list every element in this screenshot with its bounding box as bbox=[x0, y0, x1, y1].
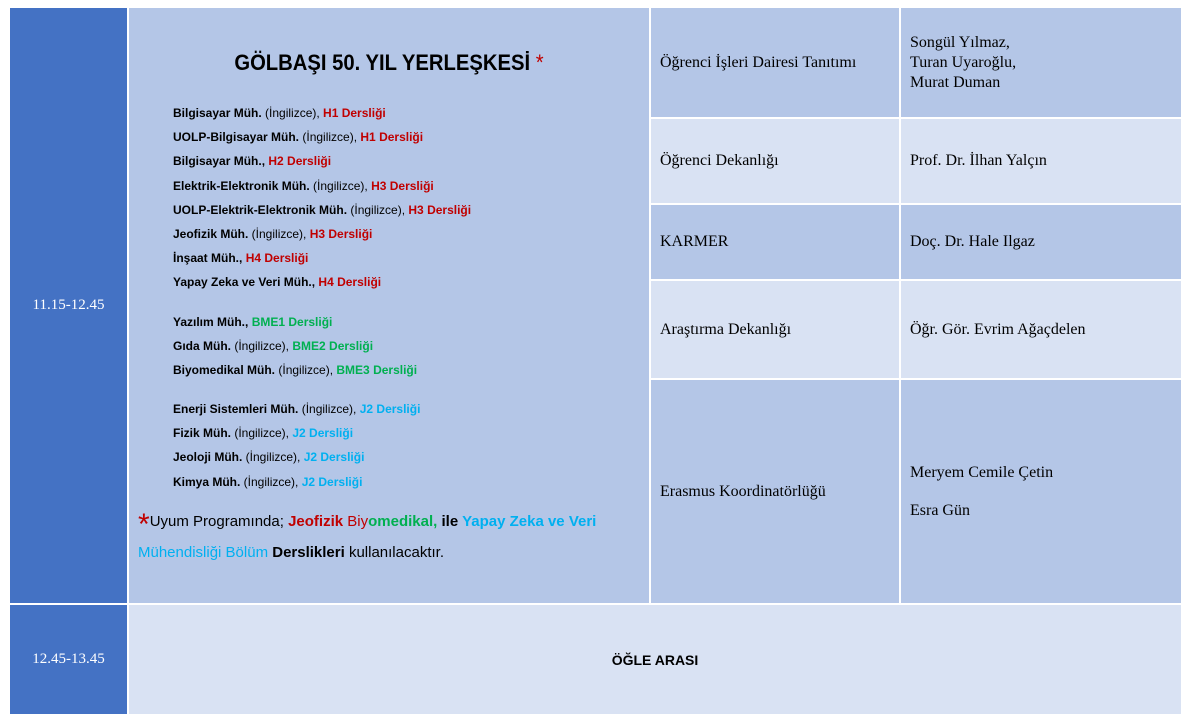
time-label: 12.45-13.45 bbox=[32, 651, 105, 667]
program-item bbox=[173, 402, 420, 416]
program-name: Enerji Sistemleri Müh. bbox=[173, 402, 299, 416]
program-item bbox=[173, 251, 308, 265]
people-cell: Doç. Dr. Hale Ilgaz bbox=[901, 205, 1181, 279]
program-language: (İngilizce), bbox=[299, 130, 361, 145]
program-room: BME3 Dersliği bbox=[336, 363, 418, 378]
program-name: Jeofizik Müh. bbox=[173, 227, 249, 241]
program-item bbox=[173, 363, 417, 377]
program-room: BME1 Dersliği bbox=[251, 315, 333, 329]
program-item bbox=[173, 315, 332, 329]
program-name: Elektrik-Elektronik Müh. bbox=[173, 178, 310, 193]
time-cell-2 bbox=[10, 605, 127, 714]
program-name: Fizik Müh. bbox=[173, 426, 231, 441]
program-name: Biyomedikal Müh. bbox=[173, 363, 276, 378]
program-room: J2 Dersliği bbox=[359, 402, 421, 416]
program-item bbox=[173, 179, 434, 193]
program-room: J2 Dersliği bbox=[292, 426, 354, 441]
unit-cell: KARMER bbox=[651, 205, 899, 279]
program-language: (İngilizce), bbox=[298, 402, 360, 416]
program-item bbox=[173, 339, 373, 353]
program-note: *Uyum Programında; Jeofizik Biyomedikal, ile Yapay Zeka ve Veri Mühendisliği Bölüm Derslikleri kullanılacaktır. bbox=[138, 508, 597, 561]
program-name: Yazılım Müh., bbox=[173, 315, 249, 329]
program-room: H1 Dersliği bbox=[323, 106, 386, 120]
program-item bbox=[173, 154, 331, 168]
program-room: H3 Dersliği bbox=[371, 178, 434, 193]
program-room: H2 Dersliği bbox=[268, 154, 332, 169]
program-name: UOLP-Bilgisayar Müh. bbox=[173, 130, 300, 145]
program-name: Yapay Zeka ve Veri Müh., bbox=[173, 275, 316, 290]
program-name: Bilgisayar Müh., bbox=[173, 154, 266, 169]
program-language: (İngilizce), bbox=[275, 363, 337, 378]
program-language: (İngilizce), bbox=[231, 339, 293, 354]
program-room: J2 Dersliği bbox=[301, 474, 363, 489]
program-language: (İngilizce), bbox=[347, 202, 409, 217]
program-language: (İngilizce), bbox=[231, 426, 293, 441]
program-item bbox=[173, 227, 372, 241]
people-cell: Meryem Cemile Çetin Esra Gün bbox=[901, 380, 1181, 603]
program-room: H3 Dersliği bbox=[309, 227, 373, 241]
program-room: H4 Dersliği bbox=[318, 275, 382, 290]
program-room: J2 Dersliği bbox=[303, 450, 365, 465]
program-room: H3 Dersliği bbox=[408, 202, 472, 217]
unit-cell: Araştırma Dekanlığı bbox=[651, 281, 899, 378]
program-room: BME2 Dersliği bbox=[292, 339, 374, 354]
program-language: (İngilizce), bbox=[248, 227, 310, 241]
program-item bbox=[173, 426, 353, 440]
program-item bbox=[173, 130, 423, 144]
program-language: (İngilizce), bbox=[309, 178, 372, 193]
program-language: (İngilizce), bbox=[242, 450, 304, 465]
people-cell: Öğr. Gör. Evrim Ağaçdelen bbox=[901, 281, 1181, 378]
program-name: Bilgisayar Müh. bbox=[173, 106, 262, 120]
program-room: H1 Dersliği bbox=[360, 130, 424, 145]
program-name: UOLP-Elektrik-Elektronik Müh. bbox=[173, 202, 348, 217]
unit-cell: Erasmus Koordinatörlüğü bbox=[651, 380, 899, 603]
program-room: H4 Dersliği bbox=[245, 251, 309, 266]
lunch-break-cell bbox=[129, 605, 1181, 714]
people-cell: Songül Yılmaz, Turan Uyaroğlu, Murat Duman bbox=[901, 8, 1181, 117]
time-label: 11.15-12.45 bbox=[32, 297, 105, 313]
program-item bbox=[173, 106, 386, 120]
program-item bbox=[173, 450, 364, 464]
program-name: Kimya Müh. bbox=[173, 474, 241, 489]
campus-title: GÖLBAŞI 50. YIL YERLEŞKESİ * bbox=[234, 50, 544, 75]
unit-cell: Öğrenci Dekanlığı bbox=[651, 119, 899, 203]
program-language: (İngilizce), bbox=[240, 474, 302, 489]
program-language: (İngilizce), bbox=[261, 106, 324, 120]
program-item bbox=[173, 203, 471, 217]
campus-cell bbox=[129, 8, 649, 603]
time-cell-1 bbox=[10, 8, 127, 603]
lunch-label: ÖĞLE ARASI bbox=[611, 651, 699, 668]
program-name: İnşaat Müh., bbox=[173, 251, 243, 266]
program-name: Jeoloji Müh. bbox=[173, 450, 243, 465]
program-name: Gıda Müh. bbox=[173, 339, 231, 354]
people-cell: Prof. Dr. İlhan Yalçın bbox=[901, 119, 1181, 203]
program-item bbox=[173, 275, 381, 289]
unit-cell: Öğrenci İşleri Dairesi Tanıtımı bbox=[651, 8, 899, 117]
program-item bbox=[173, 475, 362, 489]
